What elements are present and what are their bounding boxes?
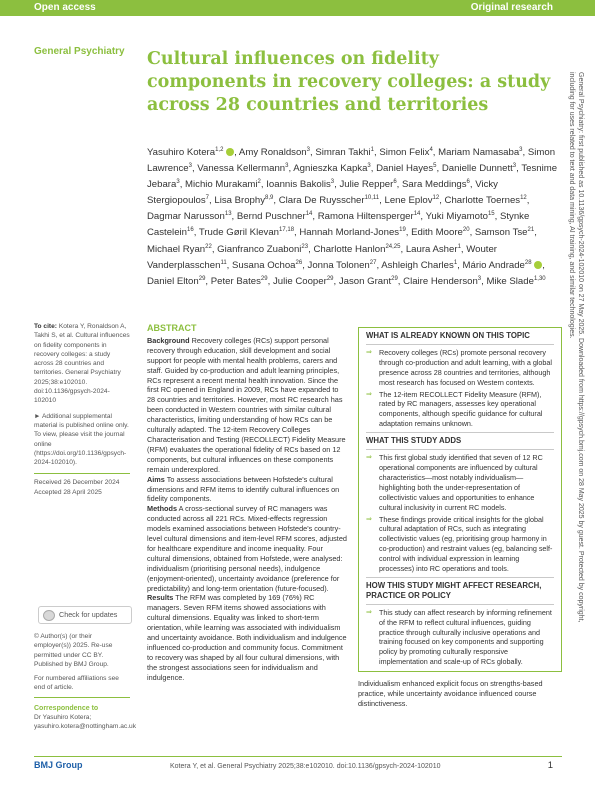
affiliation-number: 3 — [519, 147, 523, 153]
known-list — [366, 348, 554, 429]
article-type-label: Original research — [470, 2, 553, 13]
aims-label: Aims — [147, 474, 165, 484]
author-name: Michio Murakami — [185, 179, 258, 191]
author-name: Mike Slade — [486, 275, 534, 287]
affect-list — [366, 608, 554, 667]
affiliation-number: 3 — [188, 163, 192, 170]
author-name: Charlotte Hanlon — [313, 243, 386, 255]
affiliation-number: 16 — [187, 227, 194, 234]
cite-text: Kotera Y, Ronaldson A, Takhi S, et al. Cultural influences on fidelity components in recovery colleges: a study across 28 countries and territories. General Psychiatry 2025;38:e102010. doi:10.1136/gpsych-2024-102010 — [34, 323, 130, 405]
author-name: Susana Ochoa — [232, 259, 296, 271]
affiliation-number: 3 — [512, 163, 517, 170]
divider — [34, 473, 130, 474]
affiliation-number: 19 — [399, 227, 406, 234]
supplemental-note: ► Additional supplemental material is published online only. To view, please visit the journal online (https://doi.org/10.1136/gpsych-2024-102010). — [34, 412, 129, 467]
check-updates-label: Check for updates — [59, 610, 118, 619]
background-label: Background — [147, 335, 190, 345]
adds-list — [366, 453, 554, 574]
author-name: Gianfranco Zuaboni — [217, 243, 302, 255]
affiliation-number: 6 — [466, 179, 470, 186]
affiliation-number: 3 — [330, 179, 335, 186]
abstract — [147, 324, 347, 683]
affiliation-number: 5 — [433, 163, 437, 170]
results-label: Results — [147, 593, 174, 603]
results-continuation: Individualism enhanced explicit focus on strengths-based practice, while uncertainty avoidance influenced course distinctiveness. — [358, 679, 543, 708]
adds-heading: WHAT THIS STUDY ADDS — [366, 432, 554, 450]
known-item — [366, 390, 554, 430]
affiliation-number: 1 — [457, 243, 461, 250]
affiliation-number: 24,25 — [385, 243, 401, 250]
affiliation-number: 29 — [391, 275, 398, 282]
abstract-background — [147, 336, 347, 475]
affiliation-number: 2 — [257, 179, 261, 186]
citation-block — [34, 322, 130, 406]
affiliation-number: 10,11 — [364, 195, 380, 202]
affiliation-number: 1 — [370, 147, 374, 153]
author-name: Julie Repper — [339, 179, 394, 191]
affiliation-number: 11 — [220, 259, 227, 266]
methods-label: Methods — [147, 504, 177, 514]
author-name: Clara De Ruysscher — [278, 195, 365, 207]
author-name: Charlotte Toernes — [444, 195, 521, 207]
orcid-icon[interactable] — [534, 261, 542, 269]
key-messages-box — [358, 327, 562, 672]
author-name: Mariam Namasaba — [438, 147, 520, 159]
abstract-results — [147, 593, 347, 682]
affect-heading: HOW THIS STUDY MIGHT AFFECT RESEARCH, PRACTICE OR POLICY — [366, 577, 554, 605]
affiliation-number: 3 — [306, 147, 310, 153]
check-updates-icon — [43, 610, 55, 621]
results-text: The RFM was completed by 169 (76%) RC managers. Seven RFM items showed associations with cultural dimensions. Equality was linked to short-term orientation, while learning was associated with individualism and uncertainty avoidance. Both individualism and indulgence influenced co-production and community focus. Commitment to recovery was shaped by all four cultural dimensions, with the strongest associations seen for individualism and indulgence. — [147, 593, 347, 682]
author-name: Simran Takhi — [315, 147, 371, 159]
background-text: Recovery colleges (RCs) support personal recovery through education, skill development and social support for people with mental health problems, carers and staff. Guided by co-production and adult learning principles, RCs represent a recent mental health innovation. Since the first RC opened in England in 2009, RCs have expanded to 28 countries and territories. However, most RC research has been conducted in Western countries with similar cultural characteristics, limiting understanding of how RCs can be culturally adapted. The 12-item Recovery Colleges Characterisation and Testing (RECOLLECT) Fidelity Measure (RFM) evaluates the operational fidelity of RCs based on 12 components, but cultural influences on these components remain underexplored. — [147, 335, 346, 474]
affiliation-number: 3 — [367, 163, 371, 170]
author-name: Tesnime Jebara — [147, 163, 558, 191]
methods-text: A cross-sectional survey of RC managers was conducted across all 221 RCs. Mixed-effects regression models examined associations between Hofstede's country-level cultural dimensions and item-level RFM scores, adjusted for healthcare expenditure and income inequality. Four cultural dimensions, obtained from Hofstede, were analysed: individualism (prioritising personal needs), indulgence (enjoyment-oriented), uncertainty avoidance (preference for predictability) and long-term orientation (future-focused). — [147, 504, 347, 593]
affiliation-number: 29 — [326, 275, 334, 282]
author-name: Bernd Puschner — [236, 211, 306, 223]
correspondence-text: Dr Yasuhiro Kotera; yasuhiro.kotera@nottingham.ac.uk — [34, 714, 136, 731]
known-text: Recovery colleges (RCs) promote personal recovery through co-production and adult learning, with a global presence across 28 countries and territories, although most research has focused on Western contexts. — [379, 347, 553, 387]
arrow-icon: ⇒ — [366, 515, 372, 523]
footer-citation: Kotera Y, et al. General Psychiatry 2025;38:e102010. doi:10.1136/gpsych-2024-102010 — [170, 763, 441, 770]
download-notice: General Psychiatry: first published as 10.1136/gpsych-2024-102010 on 27 May 2025. Downloaded from https://gpsych.bmj.com on 28 May 2025 by guest. Protected by copyright, including for uses related to text and data mining, AI training, and similar technologies. — [568, 72, 584, 623]
adds-item — [366, 453, 554, 512]
aims-text: To assess associations between Hofstede's cultural dimensions and RFM items to identify cultural influences on fidelity components. — [147, 474, 340, 504]
affiliation-number: 6 — [393, 179, 397, 186]
left-column-lower — [34, 632, 136, 732]
affiliation-number: 12 — [432, 195, 440, 202]
arrow-icon: ⇒ — [366, 608, 372, 616]
author-name: Peter Bates — [210, 275, 261, 287]
author-name: Trude Gøril Klevan — [198, 227, 280, 239]
orcid-icon[interactable] — [226, 148, 234, 156]
abstract-methods — [147, 504, 347, 593]
journal-name: General Psychiatry — [34, 46, 125, 57]
known-text: The 12-item RECOLLECT Fidelity Measure (RFM), rated by RC managers, assesses key operational components, although specific guidance for cultural adaptation remains unknown. — [379, 389, 543, 429]
affiliation-number: 12 — [520, 195, 527, 202]
author-name: Laura Asher — [405, 243, 458, 255]
left-column — [34, 322, 130, 497]
affiliation-number: 26 — [295, 259, 303, 266]
adds-text: These findings provide critical insights for the global cultural adaptation of RCs, such as integrating collectivistic values (eg, prioritising group harmony in co-production) and restraint values (eg, balancing self-control with individual expression in learning processes) into RC operations and tools. — [379, 514, 553, 574]
author-name: Daniel Elton — [147, 275, 199, 287]
author-name: Lisa Brophy — [214, 195, 266, 207]
divider — [34, 697, 130, 698]
author-name: Mário Andrade — [462, 259, 525, 271]
affiliation-number: 21 — [527, 227, 535, 234]
arrow-icon: ⇒ — [366, 390, 372, 398]
affiliation-number: 8,9 — [265, 195, 274, 202]
page-number: 1 — [547, 760, 553, 771]
author-name: Danielle Dunnett — [441, 163, 513, 175]
author-name: Sara Meddings — [402, 179, 467, 191]
author-name: Ashleigh Charles — [381, 259, 454, 271]
author-name: Amy Ronaldson — [238, 147, 307, 159]
affiliation-number: 15 — [487, 211, 495, 218]
top-banner — [0, 0, 595, 16]
author-name: Hannah Morland-Jones — [299, 227, 400, 239]
abstract-aims — [147, 475, 347, 505]
author-name: Lene Eplov — [384, 195, 433, 207]
author-name: Julie Cooper — [272, 275, 327, 287]
cite-label: To cite: — [34, 323, 57, 330]
author-name: Jonna Tolonen — [307, 259, 370, 271]
affiliation-number: 13 — [224, 211, 232, 218]
adds-text: This first global study identified that seven of 12 RC operational components are influenced by cultural characteristics—most notably individualism—highlighting both the under-representation of collectivistic values and opportunities to enhance cultural inclusivity in current RC models. — [379, 453, 543, 512]
affiliation-number: 27 — [369, 259, 377, 266]
affiliation-number: 17,18 — [279, 227, 295, 234]
footer-divider — [34, 756, 562, 757]
affiliation-number: 3 — [176, 179, 180, 186]
affiliation-number: 22 — [205, 243, 212, 250]
accepted-date: Accepted 28 April 2025 — [34, 488, 102, 496]
author-name: Michael Ryan — [147, 243, 206, 255]
author-list: Yasuhiro Kotera$^{1,2}$ , Amy Ronaldson$^3$, Simran Takhi$^1$, Simon Felix$^4$, Mariam Namasaba$^3$, Simon Lawrence$^3$, Vanessa Kellermann$^3$, Agnieszka Kapka$^3$, Daniel Hayes$^5$, Danielle Dunnett$^3$, Tesnime Jebara$^3$, Michio Murakami$^2$, Ioannis Bakolis$^3$, Julie Repper$^6$, Sara Meddings$^6$, Vicky Stergiopoulos$^7$, Lisa Brophy$^{8,9}$, Clara De Ruysscher$^{10,11}$, Lene Eplov$^{12}$, Charlotte Toernes$^{12}$, Dagmar Narusson$^{13}$, Bernd Puschner$^{14}$, Ramona Hiltensperger$^{14}$, Yuki Miyamoto$^{15}$, Stynke Castelein$^{16}$, Trude Gøril Klevan$^{17,18}$, Hannah Morland-Jones$^{19}$, Edith Moore$^{20}$, Samson Tse$^{21}$, Michael Ryan$^{22}$, Gianfranco Zuaboni$^{23}$, Charlotte Hanlon$^{24,25}$, Laura Asher$^1$, Wouter Vanderplasschen$^{11}$, Susana Ochoa$^{26}$, Jonna Tolonen$^{27}$, Ashleigh Charles$^1$, Mário Andrade$^{28}$ , Daniel Elton$^{29}$, Peter Bates$^{29}$, Julie Cooper$^{29}$, Jason Grant$^{29}$, Claire Henderson$^3$, Mike Slade$^{1,30}$ — [147, 147, 558, 287]
author-name: Wouter Vanderplasschen — [147, 243, 497, 271]
affiliation-number: 20 — [462, 227, 470, 234]
affiliations-note: For numbered affiliations see end of article. — [34, 675, 119, 692]
received-date: Received 26 December 2024 — [34, 479, 120, 487]
author-name: Stynke Castelein — [147, 211, 530, 239]
affiliation-number: 29 — [198, 275, 206, 282]
affect-text: This study can affect research by informing refinement of the RFM to reflect cultural influences, guiding practice through culturally inclusive operations and training focused on key components and supporting policy by promoting culturally responsive implementation and scale-up of RCs globally. — [379, 607, 552, 667]
author-name: Ramona Hiltensperger — [317, 211, 414, 223]
affiliation-number: 3 — [285, 163, 289, 170]
author-name: Samson Tse — [474, 227, 528, 239]
author-name: Yasuhiro Kotera — [147, 147, 216, 159]
author-name: Simon Lawrence — [147, 147, 556, 175]
known-heading: WHAT IS ALREADY KNOWN ON THIS TOPIC — [366, 331, 554, 345]
affiliation-number: 1 — [453, 259, 458, 266]
affiliation-number: 14 — [413, 211, 421, 218]
author-name: Vanessa Kellermann — [197, 163, 286, 175]
affiliation-number: 23 — [301, 243, 309, 250]
author-name: Daniel Hayes — [376, 163, 434, 175]
affiliation-number: 3 — [477, 275, 482, 282]
author-name: Jason Grant — [338, 275, 392, 287]
known-item — [366, 348, 554, 388]
article-title: Cultural influences on fidelity components in recovery colleges: a study across 28 countries and territories — [147, 49, 551, 115]
author-name: Ioannis Bakolis — [266, 179, 331, 191]
affiliation-number: 14 — [305, 211, 313, 218]
author-name: Dagmar Narusson — [147, 211, 225, 223]
author-name: Vicky Stergiopoulos — [147, 179, 498, 207]
author-name: Simon Felix — [379, 147, 430, 159]
adds-item — [366, 515, 554, 574]
abstract-heading: ABSTRACT — [147, 323, 197, 333]
arrow-icon: ⇒ — [366, 454, 372, 462]
author-name: Yuki Miyamoto — [425, 211, 488, 223]
correspondence-label: Correspondence to — [34, 704, 99, 712]
affiliation-number: 1,30 — [533, 275, 546, 282]
check-for-updates-button[interactable] — [38, 606, 132, 624]
open-access-label: Open access — [34, 2, 96, 13]
copyright-note: © Author(s) (or their employer(s)) 2025. Re-use permitted under CC BY. Published by BMJ Group. — [34, 633, 113, 668]
arrow-icon: ⇒ — [366, 348, 372, 356]
author-name: Edith Moore — [411, 227, 463, 239]
affect-item — [366, 608, 554, 667]
affiliation-number: 7 — [205, 195, 210, 202]
affiliation-number: 4 — [429, 147, 433, 153]
affiliation-number: 29 — [260, 275, 268, 282]
affiliation-number: 1,2 — [215, 147, 224, 153]
author-name: Agnieszka Kapka — [293, 163, 368, 175]
bmj-group-logo: BMJ Group — [34, 760, 83, 770]
author-name: Claire Henderson — [403, 275, 478, 287]
affiliation-number: 28 — [524, 259, 532, 266]
